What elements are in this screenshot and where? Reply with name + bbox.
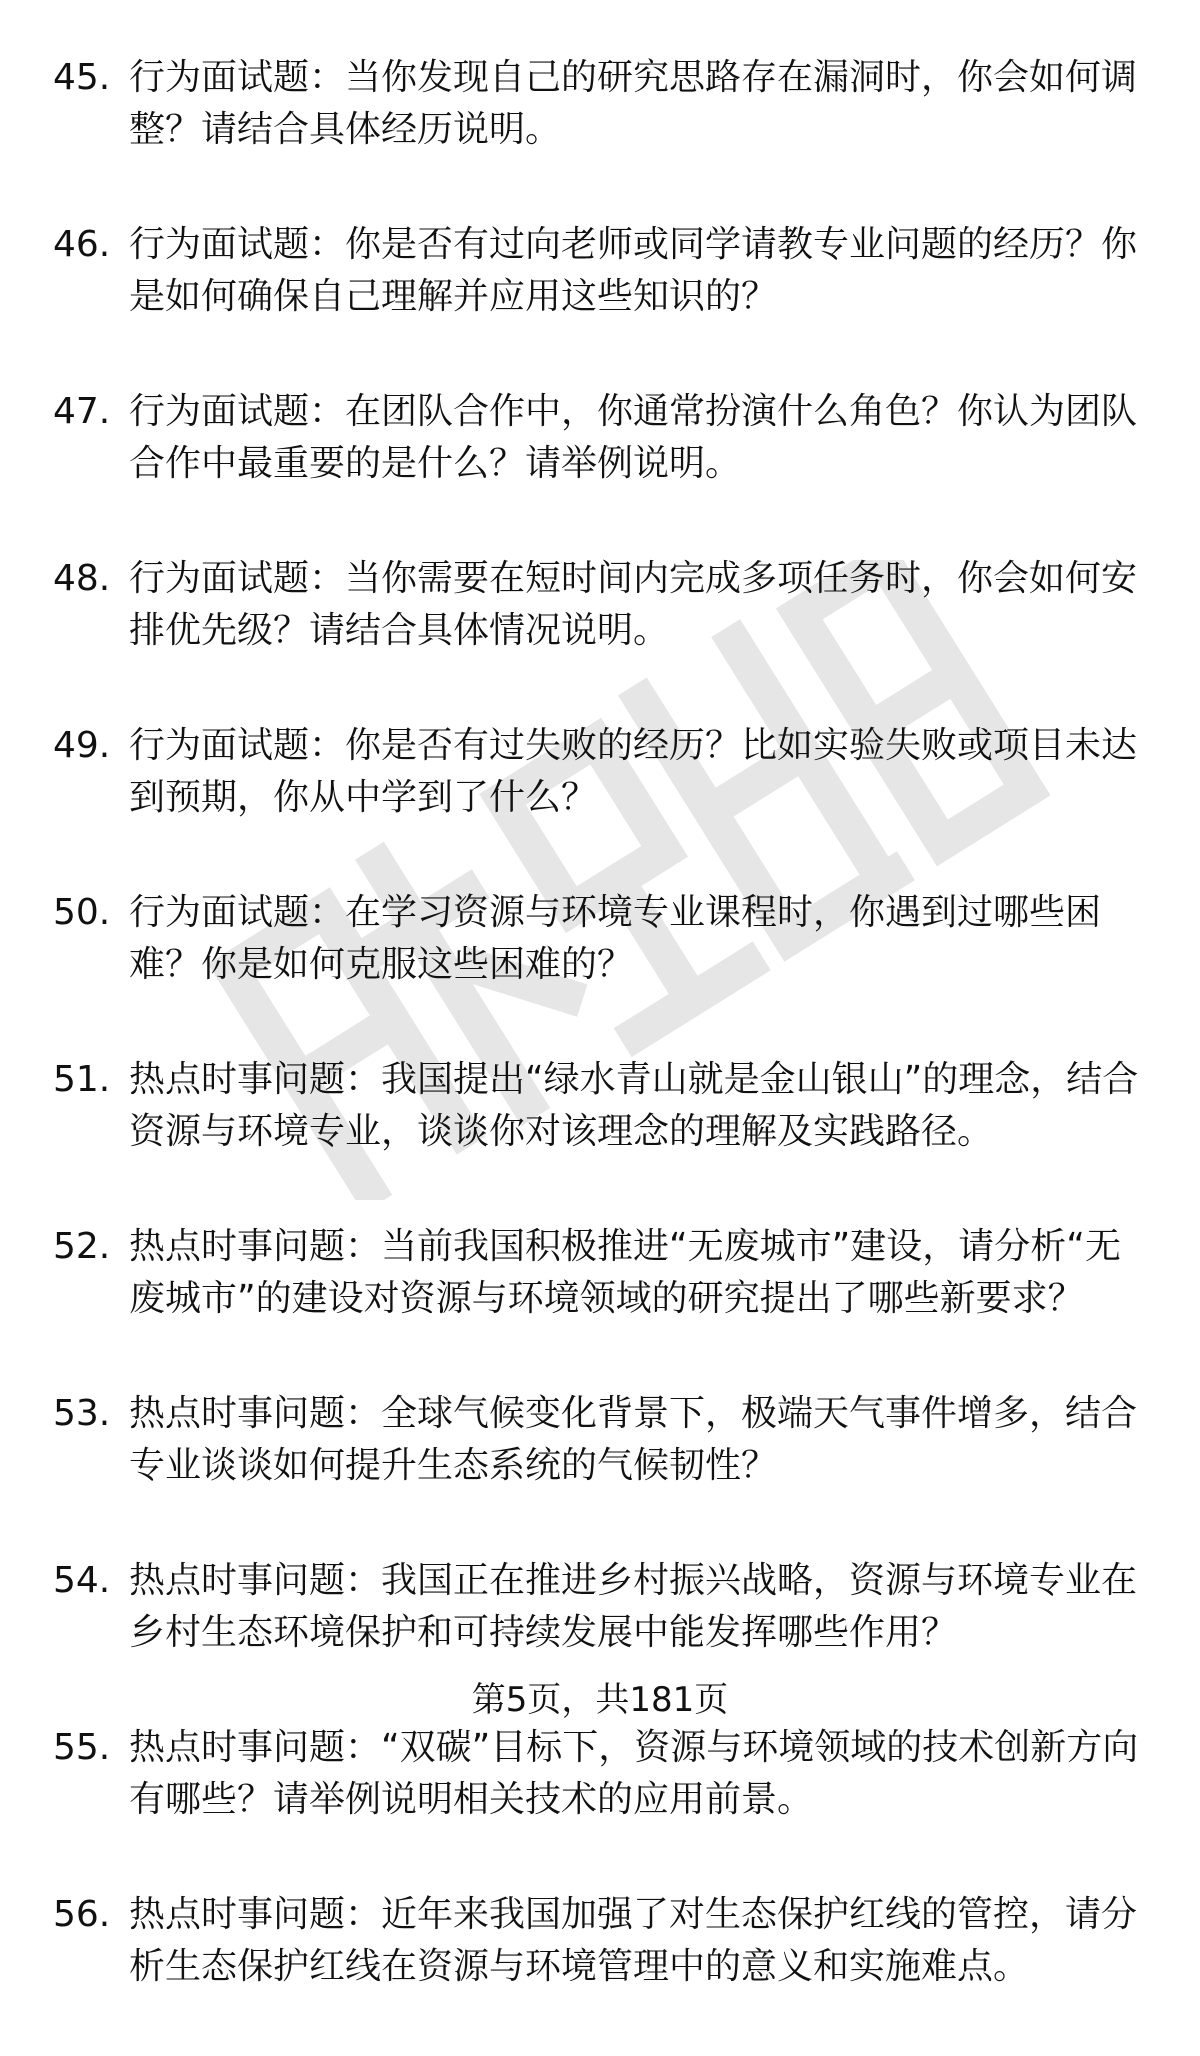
question-text: 热点时事问题：全球气候变化背景下，极端天气事件增多，结合专业谈谈如何提升生态系统的气候韧性？ (129, 1393, 1138, 1486)
question-number: 55. (53, 1727, 111, 1768)
question-list (0, 52, 1200, 2056)
question-text: 热点时事问题：我国正在推进乡村振兴战略，资源与环境专业在乡村生态环境保护和可持续发展中能发挥哪些作用？ (129, 1560, 1138, 1653)
question-item-53 (0, 1388, 1200, 1492)
question-text: 行为面试题：当你发现自己的研究思路存在漏洞时，你会如何调整？请结合具体经历说明。 (129, 57, 1138, 150)
question-text: 热点时事问题：“双碳”目标下，资源与环境领域的技术创新方向有哪些？请举例说明相关技术的应用前景。 (129, 1727, 1139, 1820)
question-number: 54. (53, 1560, 111, 1601)
question-item-49 (0, 720, 1200, 824)
question-item-47 (0, 386, 1200, 490)
page-number-footer: 第5页，共181页 (471, 1680, 729, 1720)
question-text: 行为面试题：当你需要在短时间内完成多项任务时，你会如何安排优先级？请结合具体情况说明。 (129, 558, 1138, 651)
question-number: 56. (53, 1894, 111, 1935)
question-number: 50. (53, 892, 111, 933)
question-text: 热点时事问题：我国提出“绿水青山就是金山银山”的理念，结合资源与环境专业，谈谈你对该理念的理解及实践路径。 (129, 1059, 1139, 1152)
question-text: 行为面试题：你是否有过向老师或同学请教专业问题的经历？你是如何确保自己理解并应用这些知识的？ (129, 224, 1138, 317)
question-text: 热点时事问题：当前我国积极推进“无废城市”建设，请分析“无废城市”的建设对资源与环境领域的研究提出了哪些新要求？ (129, 1226, 1121, 1319)
question-number: 53. (53, 1393, 111, 1434)
question-text: 行为面试题：在团队合作中，你通常扮演什么角色？你认为团队合作中最重要的是什么？请举例说明。 (129, 391, 1138, 484)
question-item-55 (0, 1722, 1200, 1826)
question-number: 45. (53, 57, 111, 98)
question-number: 47. (53, 391, 111, 432)
question-number: 52. (53, 1226, 111, 1267)
question-number: 51. (53, 1059, 111, 1100)
question-item-52 (0, 1221, 1200, 1325)
question-text: 行为面试题：你是否有过失败的经历？比如实验失败或项目未达到预期，你从中学到了什么？ (129, 725, 1138, 818)
question-item-45 (0, 52, 1200, 156)
question-item-48 (0, 553, 1200, 657)
question-item-50 (0, 887, 1200, 991)
question-item-46 (0, 219, 1200, 323)
question-item-56 (0, 1889, 1200, 1993)
question-number: 48. (53, 558, 111, 599)
question-text: 热点时事问题：近年来我国加强了对生态保护红线的管控，请分析生态保护红线在资源与环境管理中的意义和实施难点。 (129, 1894, 1138, 1987)
question-text: 行为面试题：在学习资源与环境专业课程时，你遇到过哪些困难？你是如何克服这些困难的？ (129, 892, 1102, 985)
question-number: 49. (53, 725, 111, 766)
question-item-51 (0, 1054, 1200, 1158)
question-number: 46. (53, 224, 111, 265)
question-item-54 (0, 1555, 1200, 1659)
